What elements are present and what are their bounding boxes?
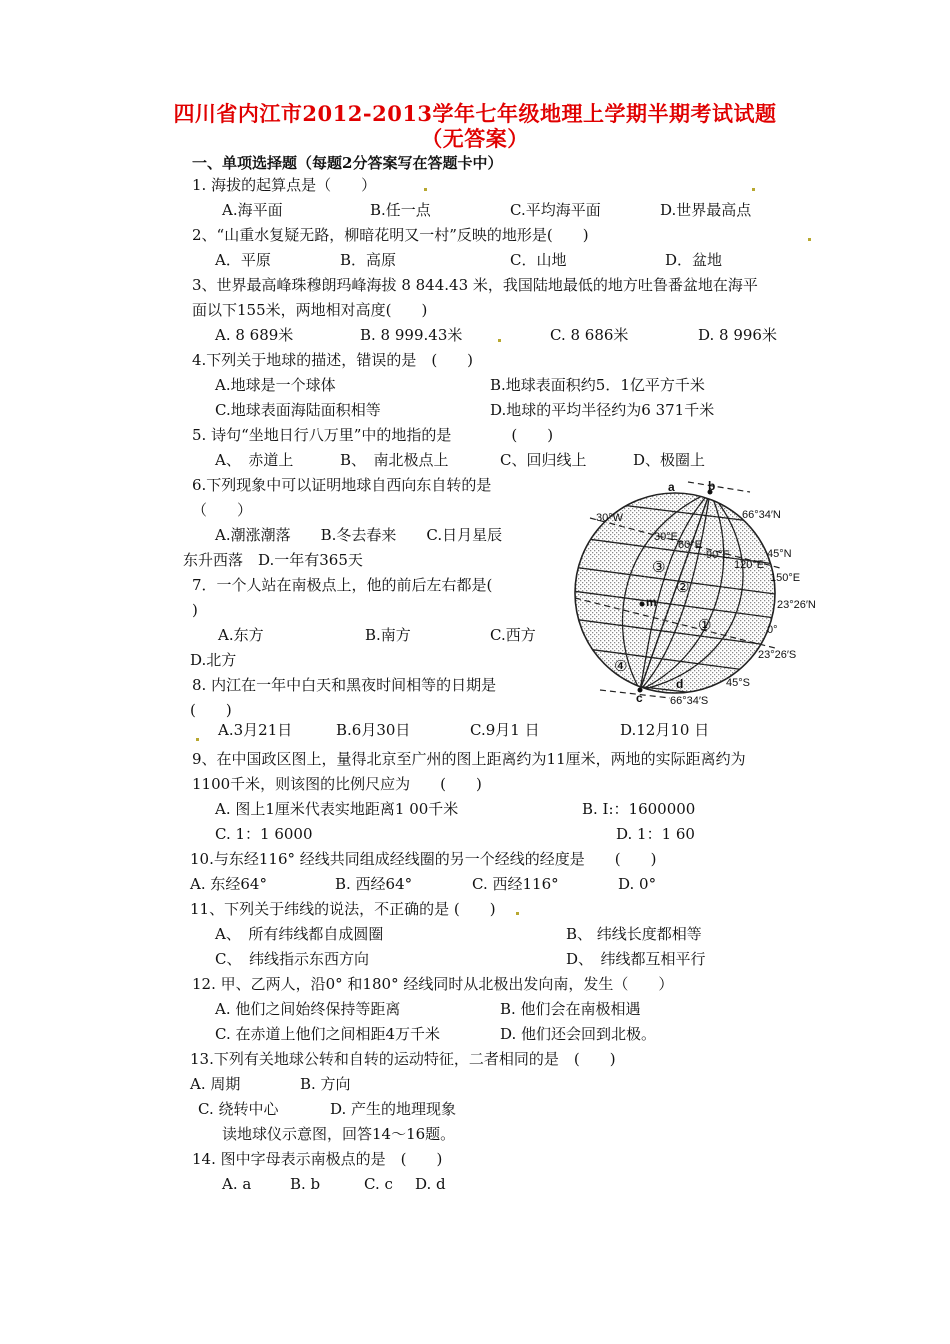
q3-option-a: A. 8 689米 [215, 326, 294, 344]
scan-speck [196, 738, 199, 741]
question-2: 2、“山重水复疑无路，柳暗花明又一村”反映的地形是( ) [192, 226, 589, 244]
q8-option-c: C.9月1 日 [470, 721, 540, 739]
question-7-line1: 7．一个人站在南极点上，他的前后左右都是( [192, 576, 493, 594]
scan-speck [808, 238, 811, 241]
q9-option-a: A. 图上1厘米代表实地距离1 00千米 [215, 800, 459, 818]
q11-option-b: B、 纬线长度都相等 [566, 925, 702, 943]
q7-option-b: B.南方 [365, 626, 411, 644]
globe-letter-b: b [708, 479, 716, 493]
question-8-line1: 8. 内江在一年中白天和黑夜时间相等的日期是 [192, 676, 497, 694]
q7-option-a: A.东方 [218, 626, 264, 644]
q1-option-c: C.平均海平面 [510, 201, 601, 219]
q5-option-b: B、 南北极点上 [340, 451, 449, 469]
q4-option-a: A.地球是一个球体 [215, 376, 336, 394]
label-150e: 150°E [770, 572, 801, 584]
label-60e: 60°E [678, 539, 702, 551]
q14-option-d: D. d [415, 1175, 446, 1193]
q13-option-d: D. 产生的地理现象 [330, 1100, 457, 1118]
question-8-line2: ( ) [190, 701, 232, 719]
q12-option-a: A. 他们之间始终保持等距离 [215, 1000, 401, 1018]
q13-option-a: A. 周期 [190, 1075, 241, 1093]
label-45n: 45°N [767, 548, 792, 560]
question-10: 10.与东经116° 经线共同组成经线圈的另一个经线的经度是 ( ) [190, 850, 657, 868]
q3-option-c: C. 8 686米 [550, 326, 629, 344]
globe-letter-a: a [668, 480, 675, 494]
q9-option-d: D. 1：1 60 [616, 825, 695, 843]
page-subtitle: （无答案） [421, 126, 529, 151]
q7-option-d: D.北方 [190, 651, 237, 669]
question-3-line2: 面以下155米，两地相对高度( ) [192, 301, 428, 319]
q8-option-b: B.6月30日 [336, 721, 411, 739]
question-9-line1: 9、在中国政区图上，量得北京至广州的图上距离约为11厘米，两地的实际距离约为 [192, 750, 746, 768]
q10-option-a: A. 东经64° [190, 875, 267, 893]
q9-option-c: C. 1：1 6000 [215, 825, 313, 843]
question-7-line2: ) [192, 601, 198, 619]
q13-option-b: B. 方向 [300, 1075, 351, 1093]
label-23n: 23°26′N [777, 599, 816, 611]
question-14: 14. 图中字母表示南极点的是 ( ) [192, 1150, 443, 1168]
question-11: 11、下列关于纬线的说法，不正确的是 ( ) [190, 900, 496, 918]
q1-option-a: A.海平面 [222, 201, 283, 219]
question-6-line1: 6.下列现象中可以证明地球自西向东自转的是 [192, 476, 492, 494]
question-13: 13.下列有关地球公转和自转的运动特征，二者相同的是 ( ) [190, 1050, 616, 1068]
q3-option-d: D. 8 996米 [698, 326, 777, 344]
q5-option-c: C、回归线上 [500, 451, 587, 469]
globe-letter-d: d [676, 677, 684, 691]
q8-option-d: D.12月10 日 [620, 721, 710, 739]
question-9-line2: 1100千米，则该图的比例尺应为 ( ) [192, 775, 482, 793]
q3-option-b: B. 8 999.43米 [360, 326, 463, 344]
q12-option-c: C. 在赤道上他们之间相距4万千米 [215, 1025, 441, 1043]
q6-options-line1: A.潮涨潮落 B.冬去春来 C.日月星辰 [215, 526, 503, 544]
q12-option-b: B. 他们会在南极相遇 [500, 1000, 641, 1018]
question-12: 12. 甲、乙两人，沿0° 和180° 经线同时从北极出发向南，发生（ ） [192, 975, 674, 993]
scan-speck [752, 188, 755, 191]
label-90e: 90°E [706, 549, 730, 561]
q1-option-d: D.世界最高点 [660, 201, 752, 219]
globe-mark-1: ① [698, 617, 712, 634]
q5-option-a: A、 赤道上 [215, 451, 294, 469]
q14-option-c: C. c [364, 1175, 393, 1193]
page-title: 四川省内江市2012-2013学年七年级地理上学期半期考试试题 [173, 101, 777, 126]
q11-option-c: C、 纬线指示东西方向 [215, 950, 369, 968]
question-3-line1: 3、世界最高峰珠穆朗玛峰海拔 8 844.43 米，我国陆地最低的地方吐鲁番盆地在海平 [192, 276, 758, 294]
reading-instruction: 读地球仪示意图，回答14～16题。 [222, 1125, 456, 1143]
q11-option-a: A、 所有纬线都自成圆圈 [215, 925, 384, 943]
question-1: 1. 海拔的起算点是（ ） [192, 176, 377, 194]
label-66s: 66°34′S [670, 695, 709, 707]
q4-option-c: C.地球表面海陆面积相等 [215, 401, 381, 419]
q8-option-a: A.3月21日 [218, 721, 293, 739]
q13-option-c: C. 绕转中心 [198, 1100, 279, 1118]
globe-diagram [570, 478, 835, 718]
q2-option-b: B．高原 [340, 251, 397, 269]
globe-letter-c: c [636, 691, 643, 705]
label-120e: 120°E [734, 559, 765, 571]
globe-letter-m: m [646, 595, 657, 609]
q2-option-a: A．平原 [215, 251, 271, 269]
scan-speck [424, 188, 427, 191]
scan-speck [498, 339, 501, 342]
q12-option-d: D. 他们还会回到北极。 [500, 1025, 657, 1043]
section-heading: 一、单项选择题（每题2分答案写在答题卡中） [192, 154, 503, 172]
globe-mark-4: ④ [614, 658, 628, 675]
q5-option-d: D、极圈上 [633, 451, 706, 469]
question-5: 5. 诗句“坐地日行八万里”中的地指的是 ( ) [192, 426, 554, 444]
q4-option-b: B.地球表面积约5．1亿平方千米 [490, 376, 705, 394]
q14-option-a: A. a [222, 1175, 252, 1193]
scan-speck [516, 912, 519, 915]
globe-mark-2: ② [676, 579, 690, 596]
q7-option-c: C.西方 [490, 626, 536, 644]
q2-option-c: C．山地 [510, 251, 567, 269]
q11-option-d: D、 纬线都互相平行 [566, 950, 706, 968]
label-30e: 30°E [654, 531, 678, 543]
q10-option-d: D. 0° [618, 875, 657, 893]
q9-option-b: B. I:：1600000 [582, 800, 696, 818]
q10-option-b: B. 西经64° [335, 875, 413, 893]
q2-option-d: D．盆地 [665, 251, 723, 269]
question-4: 4.下列关于地球的描述，错误的是 ( ) [192, 351, 474, 369]
label-0: 0° [767, 624, 778, 636]
q14-option-b: B. b [290, 1175, 321, 1193]
q10-option-c: C. 西经116° [472, 875, 559, 893]
q4-option-d: D.地球的平均半径约为6 371千米 [490, 401, 715, 419]
q6-options-line2: 东升西落 D.一年有365天 [183, 551, 363, 569]
globe-mark-3: ③ [652, 559, 666, 576]
label-45s: 45°S [726, 677, 750, 689]
label-66n: 66°34′N [742, 509, 781, 521]
label-30w: 30°W [596, 512, 624, 524]
q1-option-b: B.任一点 [370, 201, 431, 219]
question-6-line2: （ ） [192, 501, 253, 519]
label-23s: 23°26′S [758, 649, 797, 661]
